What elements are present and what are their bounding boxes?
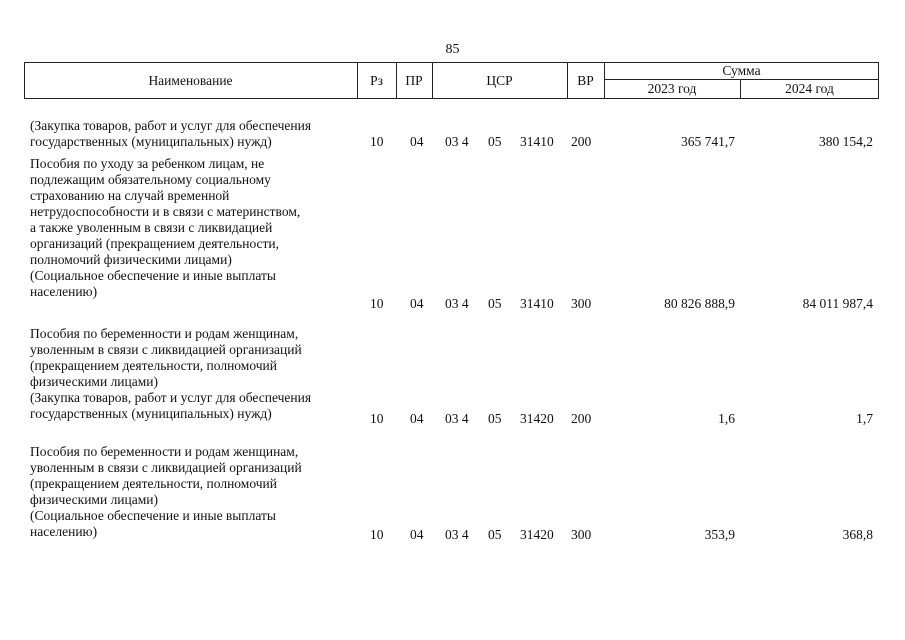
row-name: Пособия по беременности и родам женщинам, уволенным в связи с ликвидацией организаций (прекращением деятельности, полномочий физическими лицами) (Социальное обеспечение и иные выплаты населению) [30, 444, 302, 539]
header-bottom-border [24, 98, 879, 99]
row-csr-direction: 31420 [520, 527, 554, 542]
header-name: Наименование [148, 73, 233, 88]
table-row [0, 326, 905, 430]
row-sum-2024: 1,7 [856, 411, 873, 426]
row-rz: 10 [370, 296, 384, 311]
row-name: (Закупка товаров, работ и услуг для обеспечения государственных (муниципальных) нужд) [30, 118, 312, 149]
row-rz: 10 [370, 527, 384, 542]
header-sum-divider [604, 79, 879, 80]
header-year-2024: 2024 год [785, 81, 834, 96]
row-name: Пособия по беременности и родам женщинам, уволенным в связи с ликвидацией организаций (прекращением деятельности, полномочий физическими лицами) (Закупка товаров, работ и услуг для обеспечения государственных (муниципальных) нужд) [30, 326, 312, 421]
table-header [24, 62, 879, 98]
row-csr-subprogram: 05 [488, 527, 502, 542]
row-sum-2024: 368,8 [842, 527, 873, 542]
row-csr-subprogram: 05 [488, 134, 502, 149]
row-csr-program: 03 4 [445, 134, 469, 149]
row-vr: 300 [571, 527, 592, 542]
header-sum: Сумма [722, 63, 761, 78]
row-csr-program: 03 4 [445, 527, 469, 542]
page-number: 85 [445, 42, 460, 57]
row-csr-program: 03 4 [445, 296, 469, 311]
table-row [0, 118, 905, 152]
row-name: Пособия по уходу за ребенком лицам, не подлежащим обязательному социальному страхованию на случай временной нетрудоспособности и в связи с материнством, а также уволенным в связи с ликвидацией организаций (прекращением деятельности, полномочий физическими лицами) (Социальное обеспечение и иные выплаты населению) [30, 156, 301, 299]
row-csr-subprogram: 05 [488, 296, 502, 311]
header-pr: ПР [405, 73, 423, 88]
row-rz: 10 [370, 134, 384, 149]
row-sum-2023: 353,9 [704, 527, 735, 542]
row-csr-subprogram: 05 [488, 411, 502, 426]
table-row [0, 156, 905, 311]
row-sum-2023: 365 741,7 [681, 134, 735, 149]
header-rz: Рз [370, 73, 383, 88]
row-vr: 200 [571, 134, 592, 149]
row-sum-2023: 80 826 888,9 [664, 296, 735, 311]
row-vr: 300 [571, 296, 592, 311]
row-vr: 200 [571, 411, 592, 426]
row-csr-direction: 31410 [520, 134, 554, 149]
row-pr: 04 [410, 296, 424, 311]
row-pr: 04 [410, 411, 424, 426]
row-csr-direction: 31420 [520, 411, 554, 426]
table-row [0, 444, 905, 548]
row-sum-2024: 84 011 987,4 [802, 296, 873, 311]
row-pr: 04 [410, 134, 424, 149]
row-rz: 10 [370, 411, 384, 426]
row-csr-direction: 31410 [520, 296, 554, 311]
row-csr-program: 03 4 [445, 411, 469, 426]
header-csr: ЦСР [486, 73, 513, 88]
header-year-2023: 2023 год [647, 81, 697, 96]
row-pr: 04 [410, 527, 424, 542]
row-sum-2024: 380 154,2 [819, 134, 873, 149]
row-sum-2023: 1,6 [718, 411, 735, 426]
header-vr: ВР [577, 73, 594, 88]
